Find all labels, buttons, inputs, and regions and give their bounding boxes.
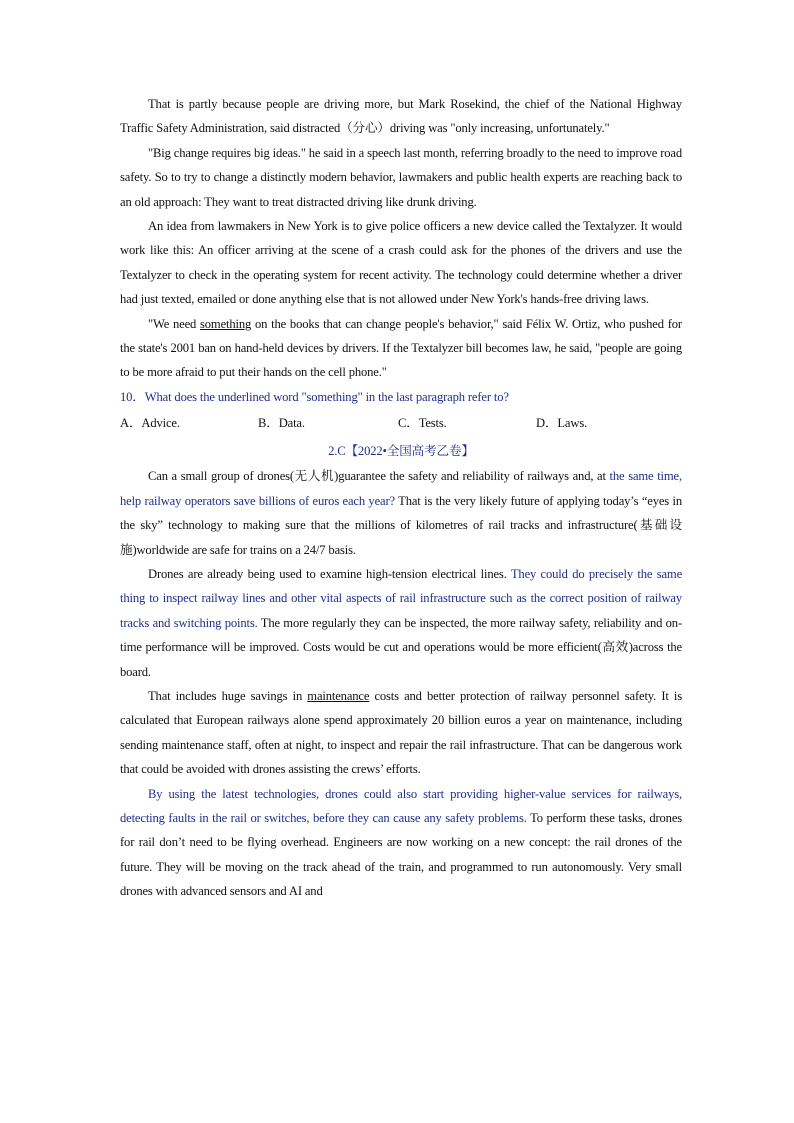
paragraph-text: on the books that can change people's behavior," said Félix W. Ortiz, who pushed for the state's 2001 ban on hand-held devices by drivers. If the Textalyzer bill becomes law, he said, "people are going to be more afraid to put their hands on the cell phone.": [120, 316, 682, 380]
passage2-paragraph-4: [120, 782, 682, 904]
passage2-paragraph-1: [120, 464, 682, 562]
passage1-paragraph-1: [120, 92, 682, 141]
paragraph-text: That is partly because people are driving more, but Mark Rosekind, the chief of the National Highway Traffic Safety Administration, said distracted（分心）driving was "only increasing, unfortunately.": [120, 97, 682, 136]
paragraph-text: That includes huge savings in: [148, 688, 308, 703]
passage1-paragraph-4: [120, 312, 682, 385]
paragraph-text: The more regularly they can be inspected, the more railway safety, reliability and on-time performance will be improved. Costs would be cut and operations would be more efficient(高效)across the board.: [120, 615, 682, 679]
underlined-word-maintenance: maintenance: [307, 688, 370, 703]
paragraph-text: To perform these tasks, drones for rail don’t need to be flying overhead. Engineers are now working on a new concept: the rail drones of the future. They will be moving on the track ahead of the train, and programmed to run autonomously. Very small drones with advanced sensors and AI and: [120, 810, 683, 899]
highlighted-text: They could do precisely the same thing to inspect railway lines and other vital aspects of rail infrastructure such as the correct position of railway tracks and switching points.: [120, 566, 683, 630]
paragraph-text: costs and better protection of railway personnel safety. It is calculated that European railways alone spend approximately 20 billion euros a year on maintenance, including sending maintenance staff, often at night, to inspect and repair the rail infrastructure. That can be dangerous work that could be avoided with drones assisting the crews’ efforts.: [120, 688, 682, 777]
passage2-paragraph-3: [120, 684, 682, 782]
paragraph-text: Drones are already being used to examine high-tension electrical lines.: [148, 566, 511, 581]
option-a[interactable]: A．Advice.: [120, 416, 180, 431]
question-number: 10．: [120, 389, 145, 404]
section-title: 2.C【2022•全国高考乙卷】: [328, 444, 474, 459]
answer-options: [120, 409, 682, 438]
option-d[interactable]: D．Laws.: [536, 416, 588, 431]
paragraph-text: Can a small group of drones(无人机)guarantee the safety and reliability of railways and, at: [148, 469, 606, 484]
option-b[interactable]: B．Data.: [258, 416, 305, 431]
paragraph-text: "We need: [148, 316, 201, 331]
underlined-word-something: something: [200, 316, 252, 331]
paragraph-text: That is the very likely future of applying today’s “eyes in the sky” technology to making sure that the millions of kilometres of rail tracks and infrastructure(基础设施)worldwide are safe for trains on a 24/7 basis.: [120, 493, 682, 557]
question-10: [120, 385, 682, 409]
document-page: [120, 92, 682, 904]
passage1-paragraph-3: An idea from lawmakers in New York is to give police officers a new device called the Textalyzer. It would work like this: An officer arriving at the scene of a crash could ask for the phones of the drivers and use the Textalyzer to check in the operating system for recent activity. The technology could determine whether a driver had just texted, emailed or done anything else that is not allowed under New York's hands-free driving laws.: [120, 219, 682, 307]
question-text: What does the underlined word "something" in the last paragraph refer to?: [144, 389, 509, 404]
highlighted-text: By using the latest technologies, drones could also start providing higher-value services for railways, detecting faults in the rail or switches, before they can cause any safety problems.: [120, 786, 682, 825]
highlighted-text: the same time, help railway operators save billions of euros each year?: [120, 469, 682, 508]
option-c[interactable]: C．Tests.: [398, 416, 447, 431]
passage2-paragraph-2: [120, 562, 682, 684]
passage1-paragraph-2: "Big change requires big ideas." he said in a speech last month, referring broadly to the need to improve road safety. So to try to change a distinctly modern behavior, lawmakers and public health experts are reaching back to an old approach: They want to treat distracted driving like drunk driving.: [120, 145, 682, 209]
